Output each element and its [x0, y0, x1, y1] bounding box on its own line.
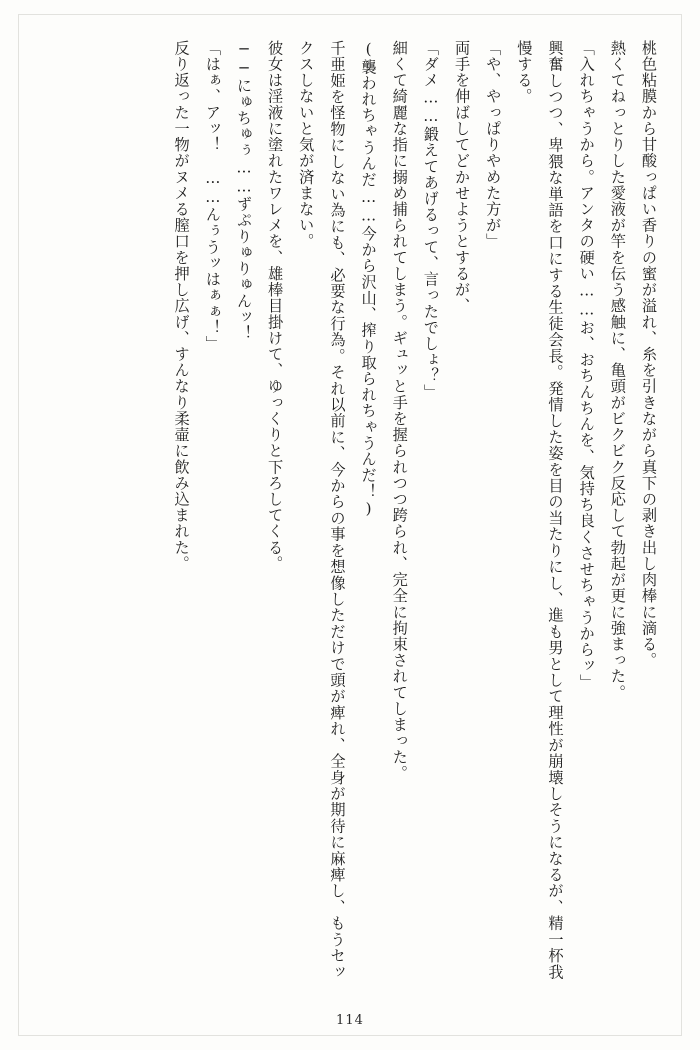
novel-body-text [34, 40, 664, 980]
paragraph: 桃色粘膜から甘酸っぱい香りの蜜が溢れ、糸を引きながら真下の剥き出し肉棒に滴る。 [640, 40, 658, 669]
paragraph: 「ダメ……鍛えてあげるって、言ったでしょ？」 [421, 40, 440, 401]
paragraph: 興奮しつつ、卑猥な単語を口にする生徒会長。発情した姿を目の当たりにし、進も男として理性が崩壊しそうになるが、精一杯我慢する。 [515, 40, 565, 980]
paragraph: 彼女は淫液に塗れたワレメを、雄棒目掛けて、ゆっくりと下ろしてくる。 [266, 40, 285, 572]
paragraph: 両手を伸ばしてどかせようとするが、 [453, 40, 472, 314]
paragraph: 「入れちゃうから。アンタの硬い……お、おちんちんを、気持ち良くさせちゃうからッ」 [577, 40, 596, 691]
paragraph: 反り返った一物がヌメる膣口を押し広げ、すんなり柔壷に飲み込まれた。 [172, 40, 191, 572]
paragraph: 「や、やっぱりやめた方が」 [484, 40, 503, 250]
paragraph: 細くて綺麗な指に搦め捕られてしまう。ギュッと手を握られつつ跨られ、完全に拘束されてしまった。 [390, 40, 409, 782]
paragraph: 熱くてねっとりした愛液が竿を伝う感触に、亀頭がビクビク反応して勃起が更に強まった。 [608, 40, 627, 701]
paragraph: 千亜姫を怪物にしない為にも、必要な行為。それ以前に、今からの事を想像しただけで頭が痺れ、全身が期待に麻痺し、もうセックスしないと気が済まない。 [297, 40, 347, 980]
paragraph: ──にゅちゅぅ……ずぷりゅりゅんッ！ [234, 40, 253, 342]
page-number: 114 [336, 1013, 364, 1028]
paragraph: 「はぁ、アッ！ ……んぅうッはぁぁ！」 [203, 40, 222, 352]
paragraph: (襲われちゃうんだ……今から沢山、搾り取られちゃうんだ！) [359, 40, 378, 519]
